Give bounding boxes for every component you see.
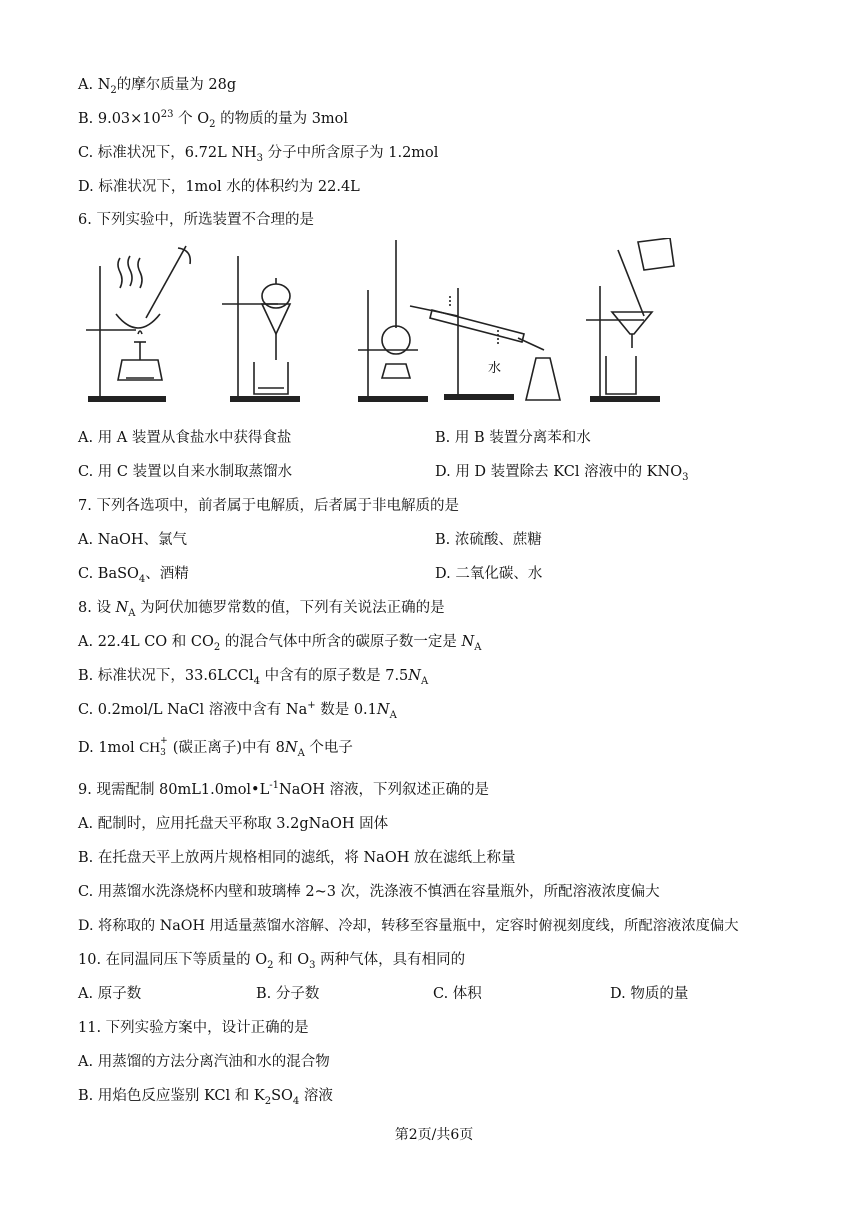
q5-option-a: A. $N_2$的摩尔质量为 28g (78, 77, 237, 96)
q10-stem: 10. 在同温同压下等质量的 $O_2$ 和 $O_3$ 两种气体，具有相同的 (78, 952, 466, 971)
q10-option-a: A. 原子数 (78, 986, 142, 1002)
q6-option-a: A. 用 A 装置从食盐水中获得食盐 (78, 430, 292, 446)
q10-option-c: C. 体积 (433, 986, 482, 1002)
q5-option-b: B. $9.03\times 10^{23}$ 个 $O_2$ 的物质的量为 3mol (78, 109, 349, 130)
q8-option-a: A. 22.4L CO 和 $CO_2$ 的混合气体中所含的碳原子数一定是 $N_A$ (78, 634, 482, 653)
q9-stem: 9. 现需配制 $80mL1.0mol•L^{-1}NaOH$ 溶液，下列叙述正确的是 (78, 780, 489, 798)
q6-option-b: B. 用 B 装置分离苯和水 (435, 430, 591, 446)
apparatus-b-separatory-funnel (222, 256, 300, 402)
q7-option-a: A. NaOH、氯气 (78, 532, 188, 548)
q8-stem: 8. 设 $N_A$ 为阿伏加德罗常数的值，下列有关说法正确的是 (78, 600, 445, 619)
q5-option-d: D. 标准状况下，1mol 水的体积约为 22.4L (78, 179, 360, 195)
q6-option-d: D. 用 D 装置除去 KCl 溶液中的 $KNO_3$ (435, 464, 689, 483)
page-number-footer: 第2页/共6页 (394, 1127, 474, 1143)
apparatus-d-filtration (586, 238, 674, 402)
apparatus-a-evaporation (86, 246, 190, 402)
water-label: 水 (488, 361, 502, 376)
q5-option-c: C. 标准状况下，6.72L $NH_3$ 分子中所含原子为 1.2mol (78, 145, 439, 164)
q6-option-c: C. 用 C 装置以自来水制取蒸馏水 (78, 464, 293, 480)
apparatus-c-distillation (358, 240, 560, 402)
q11-stem: 11. 下列实验方案中，设计正确的是 (78, 1020, 309, 1036)
q9-option-d: D. 将称取的 NaOH 用适量蒸馏水溶解、冷却，转移至容量瓶中，定容时俯视刻度线，所配溶液浓度偏大 (78, 918, 739, 934)
q7-stem: 7. 下列各选项中，前者属于电解质，后者属于非电解质的是 (78, 498, 459, 514)
q11-option-b: B. 用焰色反应鉴别 KCl 和 $K_2SO_4$ 溶液 (78, 1088, 333, 1107)
q10-option-b: B. 分子数 (256, 986, 320, 1002)
q7-option-c: C. BaSO$_4$、酒精 (78, 566, 189, 585)
q9-option-c: C. 用蒸馏水洗涤烧杯内壁和玻璃棒 2~3 次，洗涤液不慎洒在容量瓶外，所配溶液浓度偏大 (78, 884, 660, 900)
q6-apparatus-figure (78, 238, 678, 410)
q8-option-d: D. 1mol CH + 3 (碳正离子)中有 $8N_A$ 个电子 (78, 736, 353, 759)
q7-option-b: B. 浓硫酸、蔗糖 (435, 532, 542, 548)
q6-stem: 6. 下列实验中，所选装置不合理的是 (78, 212, 314, 228)
q9-option-b: B. 在托盘天平上放两片规格相同的滤纸，将 NaOH 放在滤纸上称量 (78, 850, 516, 866)
q8-option-c: C. 0.2mol/L NaCl 溶液中含有 Na+ 数是 $0.1N_A$ (78, 700, 397, 721)
q11-option-a: A. 用蒸馏的方法分离汽油和水的混合物 (78, 1054, 330, 1070)
q8-option-b: B. 标准状况下，33.6LCCl$_4$ 中含有的原子数是 $7.5N_A$ (78, 668, 429, 687)
q9-option-a: A. 配制时，应用托盘天平称取 3.2gNaOH 固体 (78, 816, 389, 832)
q7-option-d: D. 二氧化碳、水 (435, 566, 543, 582)
q10-option-d: D. 物质的量 (610, 986, 689, 1002)
